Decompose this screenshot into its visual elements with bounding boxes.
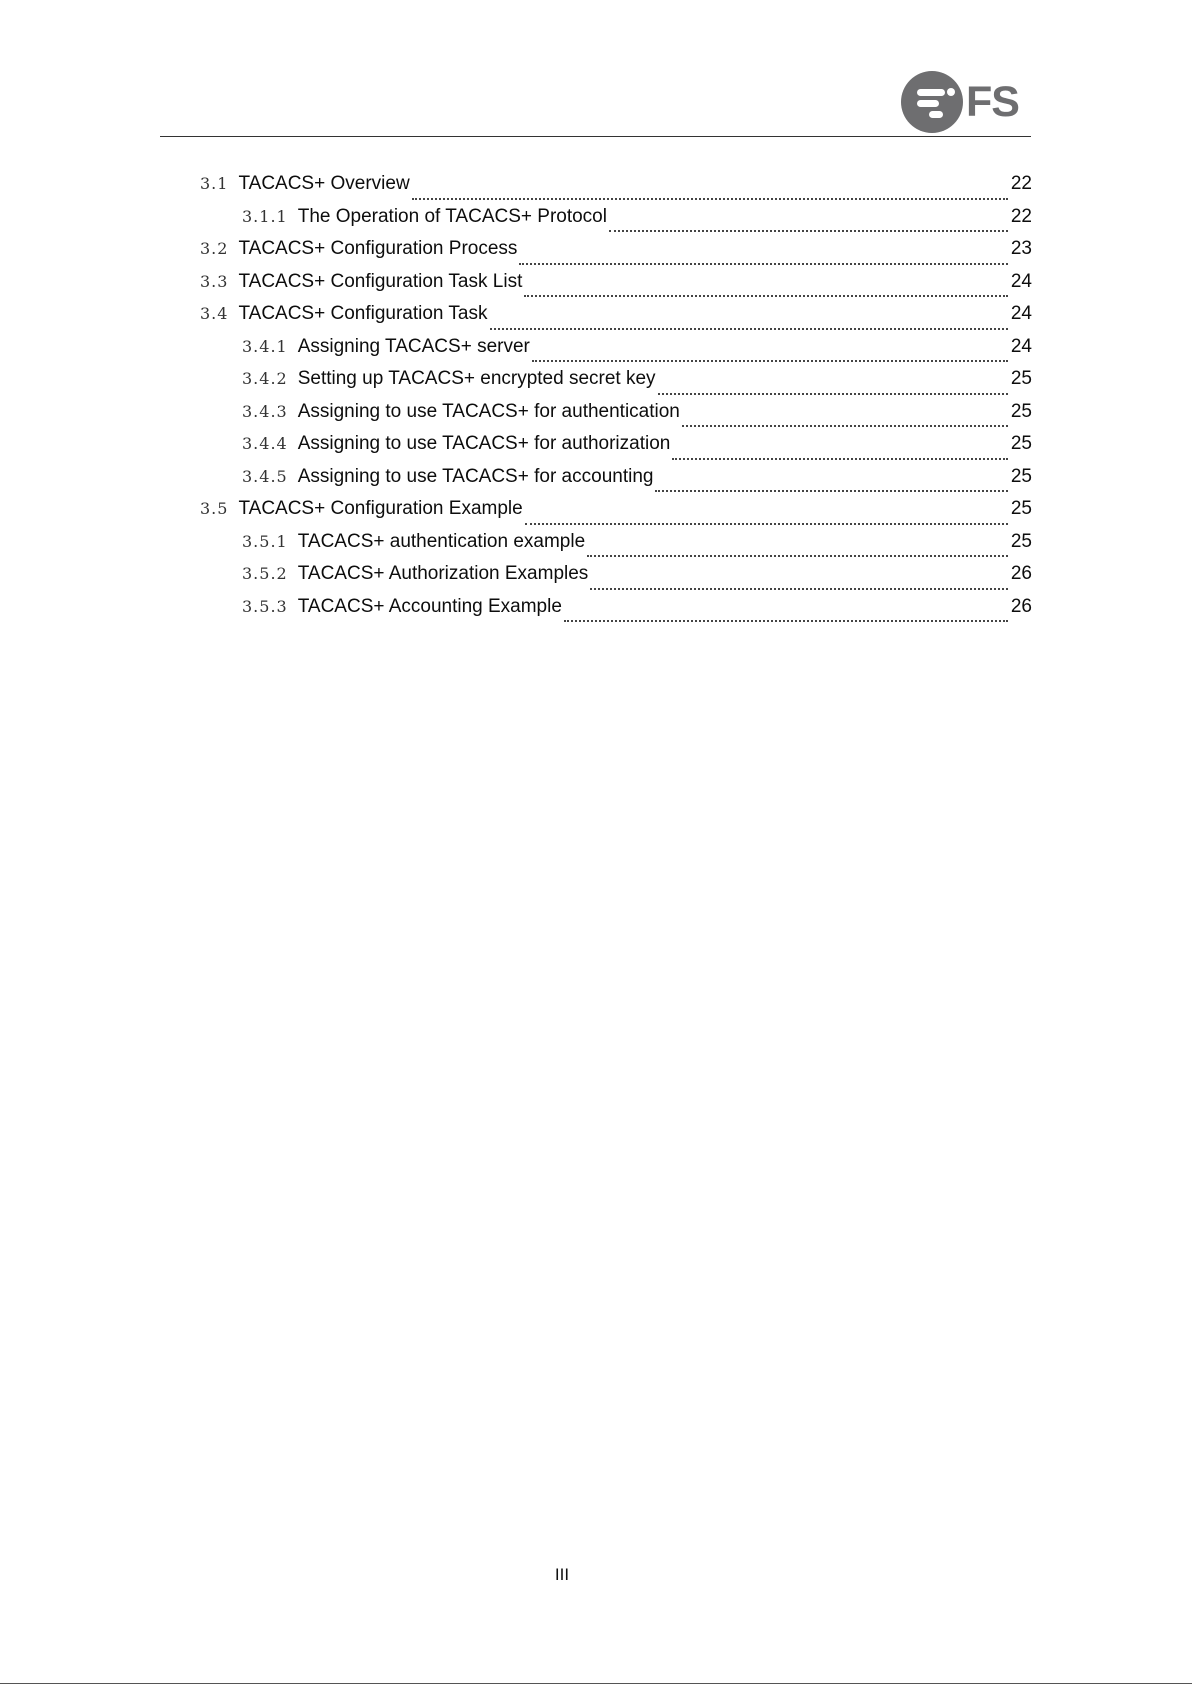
toc-entry-number: 3.1 bbox=[200, 174, 229, 193]
toc-entry-page: 23 bbox=[1010, 238, 1032, 259]
toc-entry-title: Setting up TACACS+ encrypted secret key bbox=[297, 368, 656, 389]
toc-entry-page: 26 bbox=[1010, 563, 1032, 584]
toc-dot-leader bbox=[524, 295, 1008, 297]
toc-dot-leader bbox=[658, 393, 1008, 395]
page-number: III bbox=[554, 1565, 570, 1584]
toc-entry-title: TACACS+ Configuration Example bbox=[238, 498, 523, 519]
toc-dot-leader bbox=[412, 198, 1008, 200]
toc-entry-number: 3.5.2 bbox=[242, 564, 288, 583]
fs-logo-icon bbox=[900, 70, 964, 134]
toc-entry-number: 3.1.1 bbox=[242, 206, 288, 226]
toc-dot-leader bbox=[655, 490, 1008, 492]
toc-entry-page: 24 bbox=[1010, 303, 1032, 324]
toc-dot-leader bbox=[609, 230, 1008, 232]
toc-entry[interactable] bbox=[200, 465, 1032, 498]
toc-entry-title: TACACS+ Accounting Example bbox=[297, 595, 562, 617]
toc-entry-number: 3.2 bbox=[200, 239, 229, 258]
toc-dot-leader bbox=[682, 425, 1008, 427]
toc-entry-page: 25 bbox=[1010, 368, 1032, 389]
toc-entry-title: Assigning to use TACACS+ for authorization bbox=[297, 433, 671, 454]
toc-entry-title: TACACS+ Configuration Task List bbox=[238, 270, 523, 292]
toc-entry-number: 3.5.3 bbox=[242, 596, 288, 616]
toc-entry[interactable] bbox=[200, 530, 1032, 563]
toc-entry-title: TACACS+ Configuration Task bbox=[238, 303, 488, 324]
toc-dot-leader bbox=[587, 555, 1008, 557]
toc-entry-title: TACACS+ Configuration Process bbox=[238, 238, 518, 259]
toc-entry-title: The Operation of TACACS+ Protocol bbox=[297, 205, 607, 227]
toc-entry-number: 3.4.5 bbox=[242, 466, 288, 486]
toc-entry-number: 3.4.4 bbox=[242, 434, 288, 453]
toc-entry-page: 25 bbox=[1010, 498, 1032, 519]
toc-entry-page: 22 bbox=[1010, 173, 1032, 194]
toc-entry[interactable] bbox=[200, 237, 1032, 270]
toc-entry-title: TACACS+ authentication example bbox=[297, 530, 586, 552]
toc-entry[interactable] bbox=[200, 497, 1032, 530]
toc-entry-page: 22 bbox=[1010, 205, 1032, 227]
toc-entry-number: 3.4.3 bbox=[242, 401, 288, 421]
toc-entry-title: TACACS+ Overview bbox=[238, 173, 410, 194]
toc-dot-leader bbox=[590, 588, 1008, 590]
toc-entry-number: 3.4.2 bbox=[242, 369, 288, 388]
toc-entry-number: 3.3 bbox=[200, 271, 229, 291]
toc-entry-number: 3.5 bbox=[200, 499, 229, 518]
toc-entry-number: 3.4.1 bbox=[242, 336, 288, 356]
table-of-contents bbox=[200, 172, 1032, 627]
toc-dot-leader bbox=[672, 458, 1008, 460]
toc-entry-title: TACACS+ Authorization Examples bbox=[297, 563, 589, 584]
toc-entry-number: 3.4 bbox=[200, 304, 229, 323]
toc-entry[interactable] bbox=[200, 205, 1032, 238]
toc-entry-title: Assigning TACACS+ server bbox=[297, 335, 530, 357]
toc-entry-title: Assigning to use TACACS+ for authentication bbox=[297, 400, 680, 422]
fs-logo bbox=[900, 70, 1026, 134]
toc-entry-page: 25 bbox=[1010, 400, 1032, 422]
toc-entry-number: 3.5.1 bbox=[242, 531, 288, 551]
page-bottom-edge bbox=[0, 1683, 1192, 1684]
toc-entry-page: 25 bbox=[1010, 433, 1032, 454]
toc-entry[interactable] bbox=[200, 595, 1032, 628]
toc-dot-leader bbox=[525, 523, 1008, 525]
toc-entry[interactable] bbox=[200, 400, 1032, 433]
toc-entry-page: 26 bbox=[1010, 595, 1032, 617]
toc-entry[interactable] bbox=[200, 432, 1032, 465]
toc-entry[interactable] bbox=[200, 302, 1032, 335]
header-divider bbox=[160, 136, 1031, 137]
logo-wordmark: FS bbox=[966, 77, 1019, 126]
toc-entry[interactable] bbox=[200, 335, 1032, 368]
toc-entry-page: 25 bbox=[1010, 530, 1032, 552]
toc-entry-title: Assigning to use TACACS+ for accounting bbox=[297, 465, 654, 487]
toc-dot-leader bbox=[532, 360, 1008, 362]
toc-entry[interactable] bbox=[200, 270, 1032, 303]
toc-dot-leader bbox=[564, 620, 1008, 622]
toc-dot-leader bbox=[519, 263, 1008, 265]
toc-entry[interactable] bbox=[200, 172, 1032, 205]
toc-entry-page: 24 bbox=[1010, 335, 1032, 357]
toc-entry[interactable] bbox=[200, 367, 1032, 400]
toc-dot-leader bbox=[490, 328, 1008, 330]
toc-entry[interactable] bbox=[200, 562, 1032, 595]
toc-entry-page: 25 bbox=[1010, 465, 1032, 487]
toc-entry-page: 24 bbox=[1010, 270, 1032, 292]
